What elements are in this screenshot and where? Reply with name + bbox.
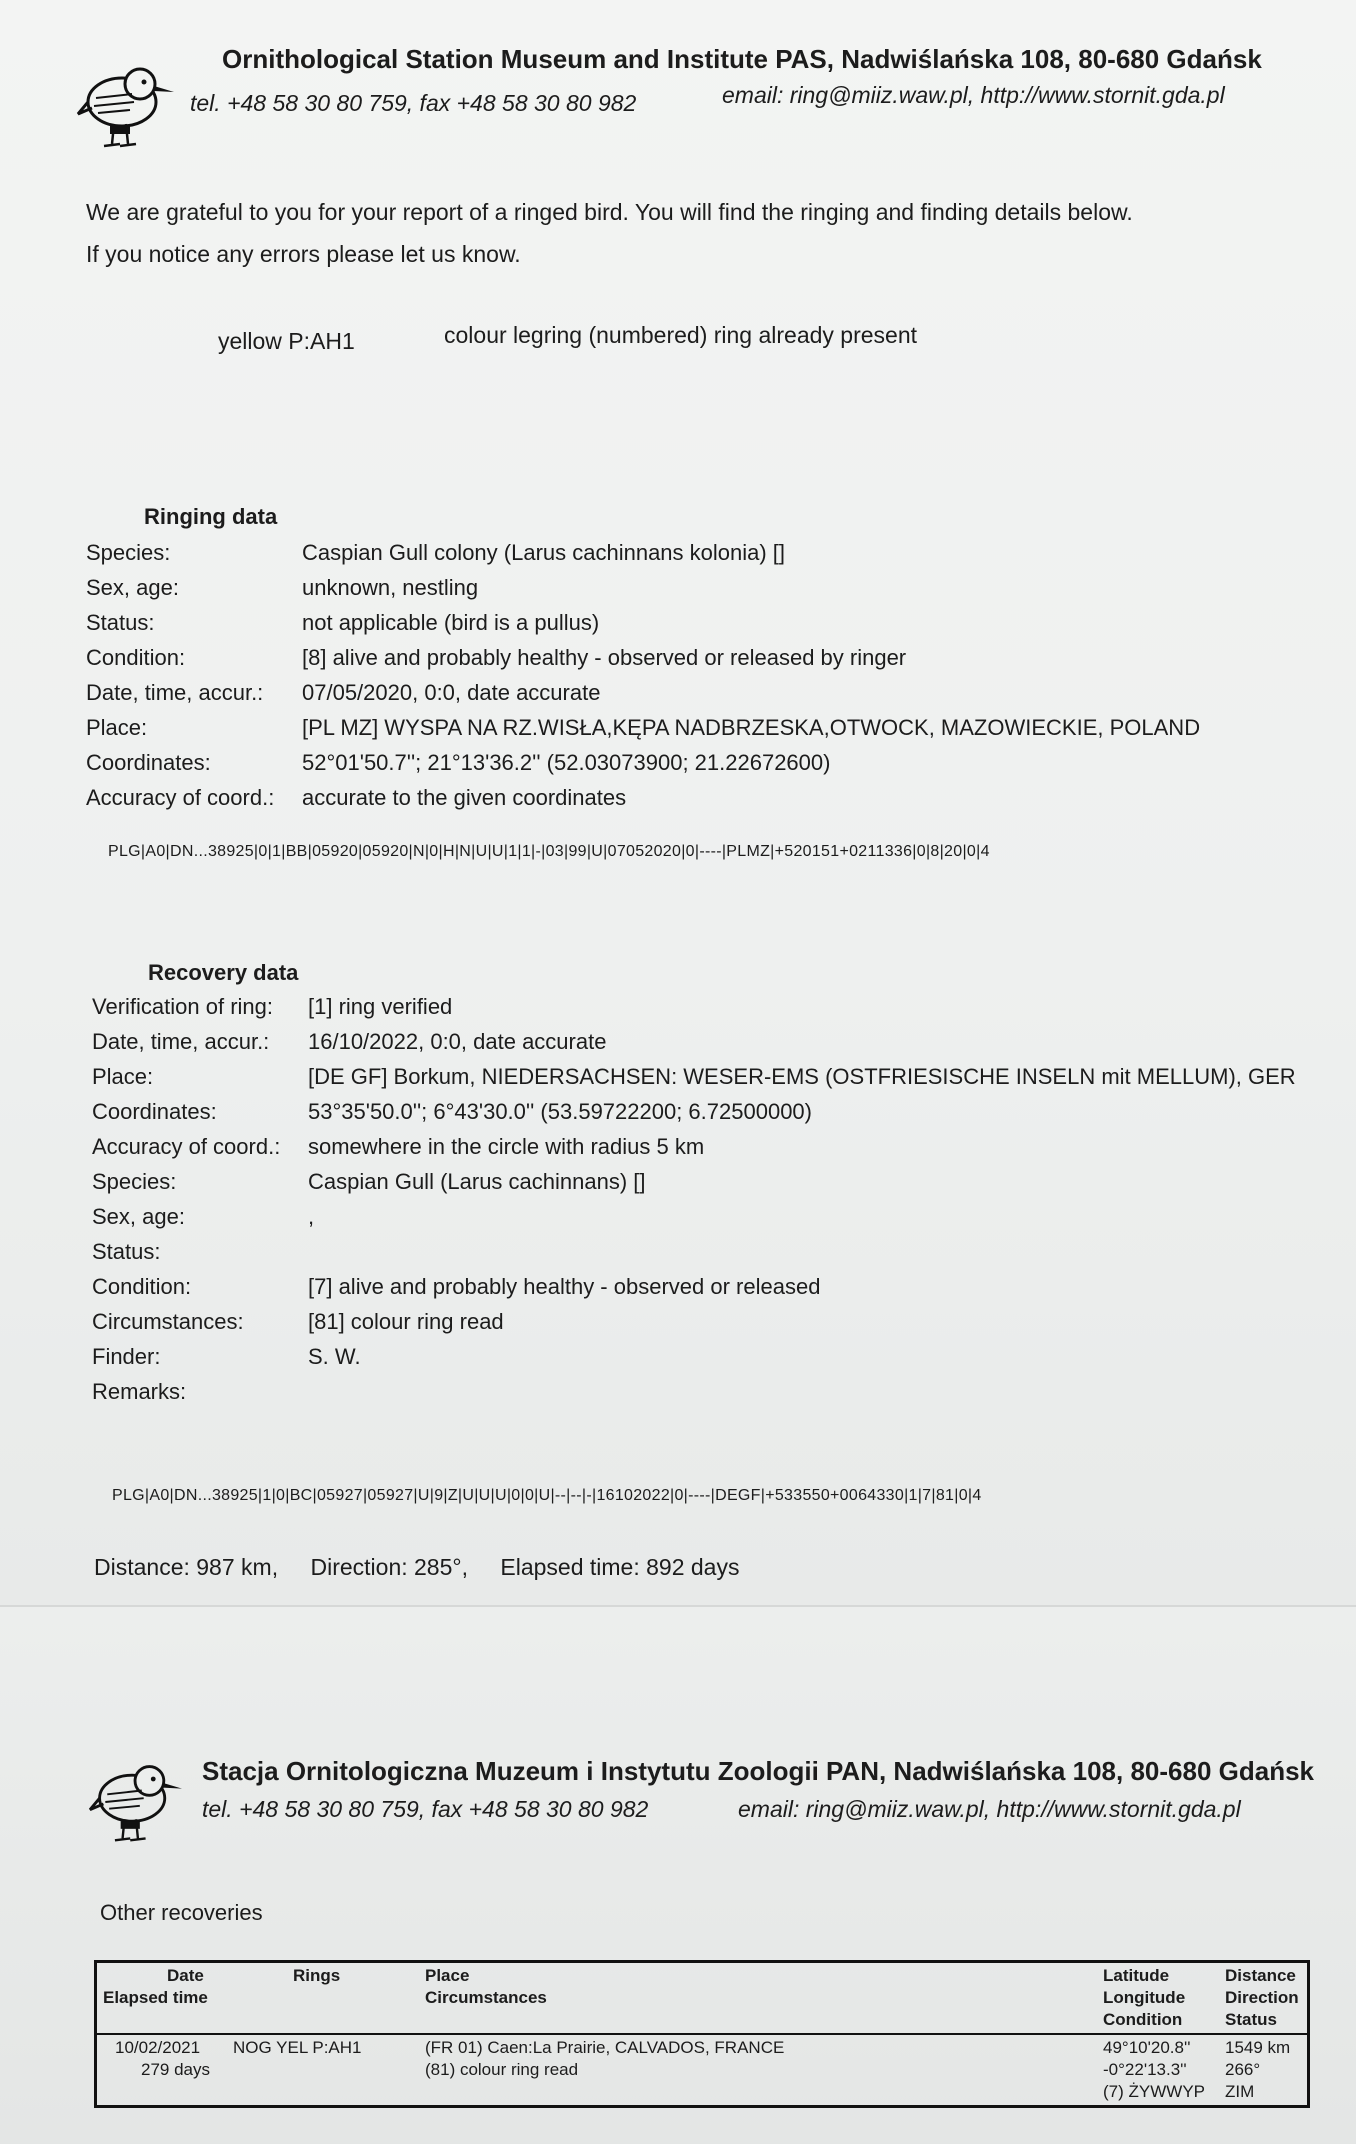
table-row: [96, 2034, 1309, 2107]
col-rings: Rings: [293, 1966, 341, 1985]
summary-distance: Distance: 987 km,: [94, 1554, 279, 1580]
data-row: [86, 575, 1286, 605]
intro-line-1: We are grateful to you for your report of a ringed bird. You will find the ringing and finding details below.: [86, 199, 1133, 225]
data-row-value: Caspian Gull colony (Larus cachinnans kolonia) []: [302, 540, 786, 565]
data-row-value: unknown, nestling: [302, 575, 479, 600]
data-row: [92, 1239, 1292, 1269]
bird-logo-icon: [86, 1756, 186, 1848]
cell-coordinates: 49°10'20.8'' -0°22'13.3'' (7) ŻYWWYP: [1103, 2038, 1205, 2101]
intro-line-2: If you notice any errors please let us know.: [86, 241, 521, 267]
data-row-label: Coordinates:: [86, 750, 211, 775]
data-row-value: [PL MZ] WYSPA NA RZ.WISŁA,KĘPA NADBRZESKA,OTWOCK, MAZOWIECKIE, POLAND: [302, 715, 1201, 740]
col-latitude: Latitude Longitude Condition: [1103, 1966, 1186, 2029]
col-place: Place Circumstances: [425, 1966, 547, 2007]
data-row-value: ,: [308, 1204, 315, 1229]
header2-phone: tel. +48 58 30 80 759, fax +48 58 30 80 982: [202, 1796, 649, 1822]
data-row-label: Circumstances:: [92, 1309, 244, 1334]
data-row-value: S. W.: [308, 1344, 361, 1369]
data-row-value: [1] ring verified: [308, 994, 453, 1019]
data-row-label: Species:: [92, 1169, 177, 1194]
data-row-label: Date, time, accur.:: [92, 1029, 270, 1054]
data-row-value: accurate to the given coordinates: [302, 785, 627, 810]
data-row: [86, 645, 1286, 675]
data-row-value: 53°35'50.0''; 6°43'30.0'' (53.59722200; 6.72500000): [308, 1099, 812, 1124]
data-row: [92, 1309, 1292, 1339]
col-distance: Distance Direction Status: [1225, 1966, 1299, 2029]
data-row-label: Finder:: [92, 1344, 161, 1369]
header-email: email: ring@miiz.waw.pl, http://www.stornit.gda.pl: [722, 82, 1225, 108]
data-row-label: Condition:: [86, 645, 186, 670]
ring-colour-code: yellow P:AH1: [218, 328, 355, 354]
data-row: [86, 785, 1286, 815]
data-row: [86, 540, 1286, 570]
data-row: [92, 1134, 1292, 1164]
header-title: Ornithological Station Museum and Institute PAS, Nadwiślańska 108, 80-680 Gdańsk: [222, 44, 1262, 74]
data-row: [86, 680, 1286, 710]
ringing-title: Ringing data: [144, 504, 278, 529]
data-row-label: Accuracy of coord.:: [92, 1134, 281, 1159]
data-row-value: [7] alive and probably healthy - observed or released: [308, 1274, 821, 1299]
data-row-label: Status:: [92, 1239, 161, 1264]
data-row-label: Species:: [86, 540, 171, 565]
data-row-value: [81] colour ring read: [308, 1309, 504, 1334]
data-row-value: somewhere in the circle with radius 5 km: [308, 1134, 705, 1159]
summary-elapsed: Elapsed time: 892 days: [500, 1554, 740, 1580]
data-row-label: Condition:: [92, 1274, 192, 1299]
data-row-label: Remarks:: [92, 1379, 187, 1404]
data-row-label: Sex, age:: [92, 1204, 185, 1229]
data-row: [92, 1379, 1292, 1409]
data-row-label: Place:: [86, 715, 148, 740]
data-row-label: Status:: [86, 610, 155, 635]
data-row: [86, 750, 1286, 780]
recovery-code: PLG|A0|DN...38925|1|0|BC|05927|05927|U|9|Z|U|U|U|0|0|U|--|--|-|16102022|0|----|DEGF|+533550+0064330|1|7|81|0|4: [112, 1487, 982, 1504]
data-row: [92, 1344, 1292, 1374]
data-row-label: Sex, age:: [86, 575, 179, 600]
data-row: [86, 715, 1286, 745]
data-row: [86, 610, 1286, 640]
bird-logo-icon: [74, 58, 178, 154]
data-row-value: 52°01'50.7''; 21°13'36.2'' (52.03073900; 21.22672600): [302, 750, 831, 775]
data-row-label: Accuracy of coord.:: [86, 785, 275, 810]
data-row: [92, 994, 1292, 1024]
ring-description: colour legring (numbered) ring already present: [444, 322, 918, 348]
data-row-value: [DE GF] Borkum, NIEDERSACHSEN: WESER-EMS (OSTFRIESISCHE INSELN mit MELLUM), GER: [308, 1064, 1296, 1089]
data-row-value: not applicable (bird is a pullus): [302, 610, 600, 635]
other-recoveries-title: Other recoveries: [100, 1900, 263, 1925]
data-row: [92, 1029, 1292, 1059]
summary: [94, 1554, 765, 1581]
header2-email: email: ring@miiz.waw.pl, http://www.stornit.gda.pl: [738, 1796, 1241, 1822]
data-row-value: [8] alive and probably healthy - observed or released by ringer: [302, 645, 907, 670]
header-phone: tel. +48 58 30 80 759, fax +48 58 30 80 982: [190, 90, 637, 116]
data-row-label: Date, time, accur.:: [86, 680, 264, 705]
data-row: [92, 1064, 1296, 1094]
cell-place: (FR 01) Caen:La Prairie, CALVADOS, FRANCE (81) colour ring read: [425, 2038, 785, 2079]
data-row-label: Verification of ring:: [92, 994, 273, 1019]
data-row-value: 07/05/2020, 0:0, date accurate: [302, 680, 601, 705]
data-row-label: Place:: [92, 1064, 154, 1089]
data-row-value: Caspian Gull (Larus cachinnans) []: [308, 1169, 646, 1194]
cell-rings: NOG YEL P:AH1: [233, 2038, 362, 2057]
data-row: [92, 1204, 1292, 1234]
col-date: Date Elapsed time: [103, 1966, 208, 2007]
other-recoveries-table: [94, 1960, 1310, 2108]
data-row: [92, 1274, 1292, 1304]
data-row-value: 16/10/2022, 0:0, date accurate: [308, 1029, 607, 1054]
summary-direction: Direction: 285°,: [310, 1554, 468, 1580]
data-row-label: Coordinates:: [92, 1099, 217, 1124]
recovery-title: Recovery data: [148, 960, 299, 985]
cell-date: 10/02/2021 279 days: [115, 2038, 210, 2079]
data-row: [92, 1099, 1292, 1129]
ringing-code: PLG|A0|DN...38925|0|1|BB|05920|05920|N|0|H|N|U|U|1|1|-|03|99|U|07052020|0|----|PLMZ|+520151+0211336|0|8|20|0|4: [108, 843, 990, 860]
header2-title: Stacja Ornitologiczna Muzeum i Instytutu Zoologii PAN, Nadwiślańska 108, 80-680 Gdańsk: [202, 1756, 1314, 1786]
data-row: [92, 1169, 1292, 1199]
cell-distance: 1549 km 266° ZIM: [1225, 2038, 1291, 2101]
